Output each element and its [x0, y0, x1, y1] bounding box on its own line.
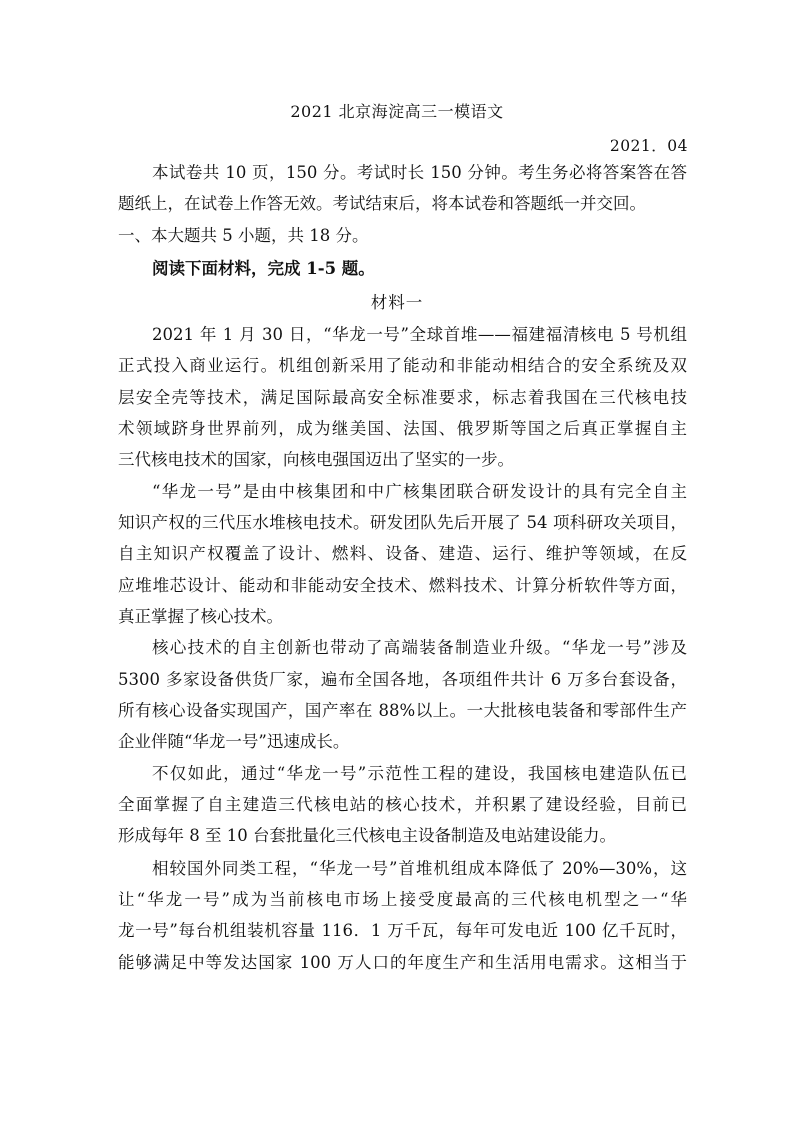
- paragraph-line: 应堆堆芯设计、能动和非能动安全技术、燃料技术、计算分析软件等方面，: [118, 576, 687, 595]
- document-date: 2021．04: [609, 137, 688, 155]
- paragraph-line: 正式投入商业运行。机组创新采用了能动和非能动相结合的安全系统及双: [118, 356, 687, 375]
- section-heading: 一、本大题共 5 小题，共 18 分。: [118, 226, 369, 245]
- instructions-line: 题纸上，在试卷上作答无效。考试结束后，将本试卷和答题纸一并交回。: [118, 194, 646, 213]
- instructions-line: 本试卷共 10 页，150 分。考试时长 150 分钟。考生务必将答案答在答: [152, 163, 687, 182]
- reading-prompt: 阅读下面材料，完成 1-5 题。: [152, 259, 375, 278]
- paragraph-line: 所有核心设备实现国产，国产率在 88%以上。一大批核电装备和零部件生产: [118, 701, 687, 720]
- paragraph-line: 能够满足中等发达国家 100 万人口的年度生产和生活用电需求。这相当于: [118, 953, 687, 972]
- paragraph-line: 企业伴随“华龙一号”迅速成长。: [118, 732, 350, 751]
- paragraph-line: 三代核电技术的国家，向核电强国迈出了坚实的一步。: [118, 450, 514, 469]
- paragraph-line: 不仅如此，通过“华龙一号”示范性工程的建设，我国核电建造队伍已: [152, 764, 687, 783]
- paragraph-line: 让“华龙一号”成为当前核电市场上接受度最高的三代核电机型之一“华: [118, 890, 687, 909]
- paragraph-line: 自主知识产权覆盖了设计、燃料、设备、建造、运行、维护等领域，在反: [118, 544, 687, 563]
- paragraph-line: 5300 多家设备供货厂家，遍布全国各地，各项组件共计 6 万多台套设备，: [118, 670, 687, 689]
- paragraph-line: 2021 年 1 月 30 日，“华龙一号”全球首堆——福建福清核电 5 号机组: [152, 325, 687, 344]
- paragraph-line: 知识产权的三代压水堆核电技术。研发团队先后开展了 54 项科研攻关项目，: [118, 513, 687, 532]
- paragraph-line: “华龙一号”是由中核集团和中广核集团联合研发设计的具有完全自主: [152, 482, 687, 501]
- paragraph-line: 全面掌握了自主建造三代核电站的核心技术，并积累了建设经验，目前已: [118, 795, 687, 814]
- paragraph-line: 术领域跻身世界前列，成为继美国、法国、俄罗斯等国之后真正掌握自主: [118, 419, 687, 438]
- paragraph-line: 相较国外同类工程，“华龙一号”首堆机组成本降低了 20%—30%，这: [152, 859, 687, 878]
- document-title: 2021 北京海淀高三一模语文: [290, 102, 504, 121]
- paragraph-line: 真正掌握了核心技术。: [118, 607, 283, 626]
- material-heading: 材料一: [370, 293, 424, 312]
- paragraph-line: 层安全壳等技术，满足国际最高安全标准要求，标志着我国在三代核电技: [118, 388, 687, 407]
- paragraph-line: 龙一号”每台机组装机容量 116．1 万千瓦，每年可发电近 100 亿千瓦时，: [118, 921, 687, 940]
- paragraph-line: 核心技术的自主创新也带动了高端装备制造业升级。“华龙一号”涉及: [152, 638, 687, 657]
- paragraph-line: 形成每年 8 至 10 台套批量化三代核电主设备制造及电站建设能力。: [118, 826, 616, 845]
